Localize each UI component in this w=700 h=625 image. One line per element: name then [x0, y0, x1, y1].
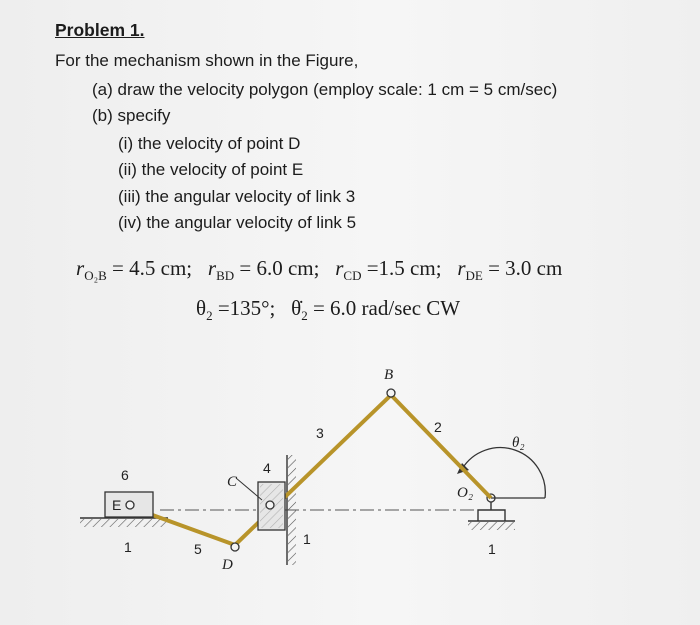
problem-title: Problem 1.: [55, 20, 145, 40]
label-o2: O₂: [457, 485, 474, 501]
r-bd: $r_{BD} = 6.0$ cm;: [207, 256, 320, 284]
sub-item-iv: (iv) the angular velocity of link 5: [118, 213, 357, 232]
theta2: $\theta_2 =135^\circ$;: [196, 296, 276, 324]
label-link-4: 4: [263, 460, 271, 476]
ground-right-hatch: [468, 522, 515, 530]
label-e: E: [112, 497, 122, 513]
label-d: D: [222, 557, 233, 573]
label-c: C: [227, 474, 238, 490]
label-theta2: θ₂: [512, 435, 525, 451]
part-b: (b) specify: [92, 106, 171, 125]
r-de: $r_{DE} = 3.0$ cm: [457, 256, 563, 284]
sub-item-ii: (ii) the velocity of point E: [118, 160, 304, 179]
label-link-2: 2: [434, 419, 442, 435]
label-link-3: 3: [316, 425, 324, 441]
label-link-5: 5: [194, 541, 202, 557]
ground-left-hatch: [80, 519, 168, 527]
part-a: (a) draw the velocity polygon (employ scale: 1 cm = 5 cm/sec): [92, 80, 558, 99]
r-cd: $r_{CD} =1.5$ cm;: [335, 256, 442, 284]
sub-item-i: (i) the velocity of point D: [118, 134, 301, 153]
pin-e: [126, 501, 134, 509]
label-ground-right: 1: [488, 541, 496, 557]
pin-d: [231, 543, 239, 551]
problem-intro: For the mechanism shown in the Figure,: [55, 51, 359, 70]
o2-pivot-bracket: [478, 510, 505, 521]
label-link-6: 6: [121, 467, 129, 483]
r-o2b: $r_{O_2B} = 4.5$ cm;: [76, 256, 193, 284]
label-ground-left: 1: [124, 539, 132, 555]
label-ground-slider: 1: [303, 531, 311, 547]
pin-b: [387, 389, 395, 397]
pin-c: [266, 501, 274, 509]
link-2: [391, 395, 491, 498]
theta2-dot: $\thetȧ_2 = 6.0$ rad/sec CW: [291, 296, 461, 324]
sub-item-iii: (iii) the angular velocity of link 3: [118, 187, 356, 206]
theta2-arc: [462, 448, 545, 498]
ground-slider-hatch: [288, 455, 296, 565]
label-b: B: [384, 367, 394, 383]
